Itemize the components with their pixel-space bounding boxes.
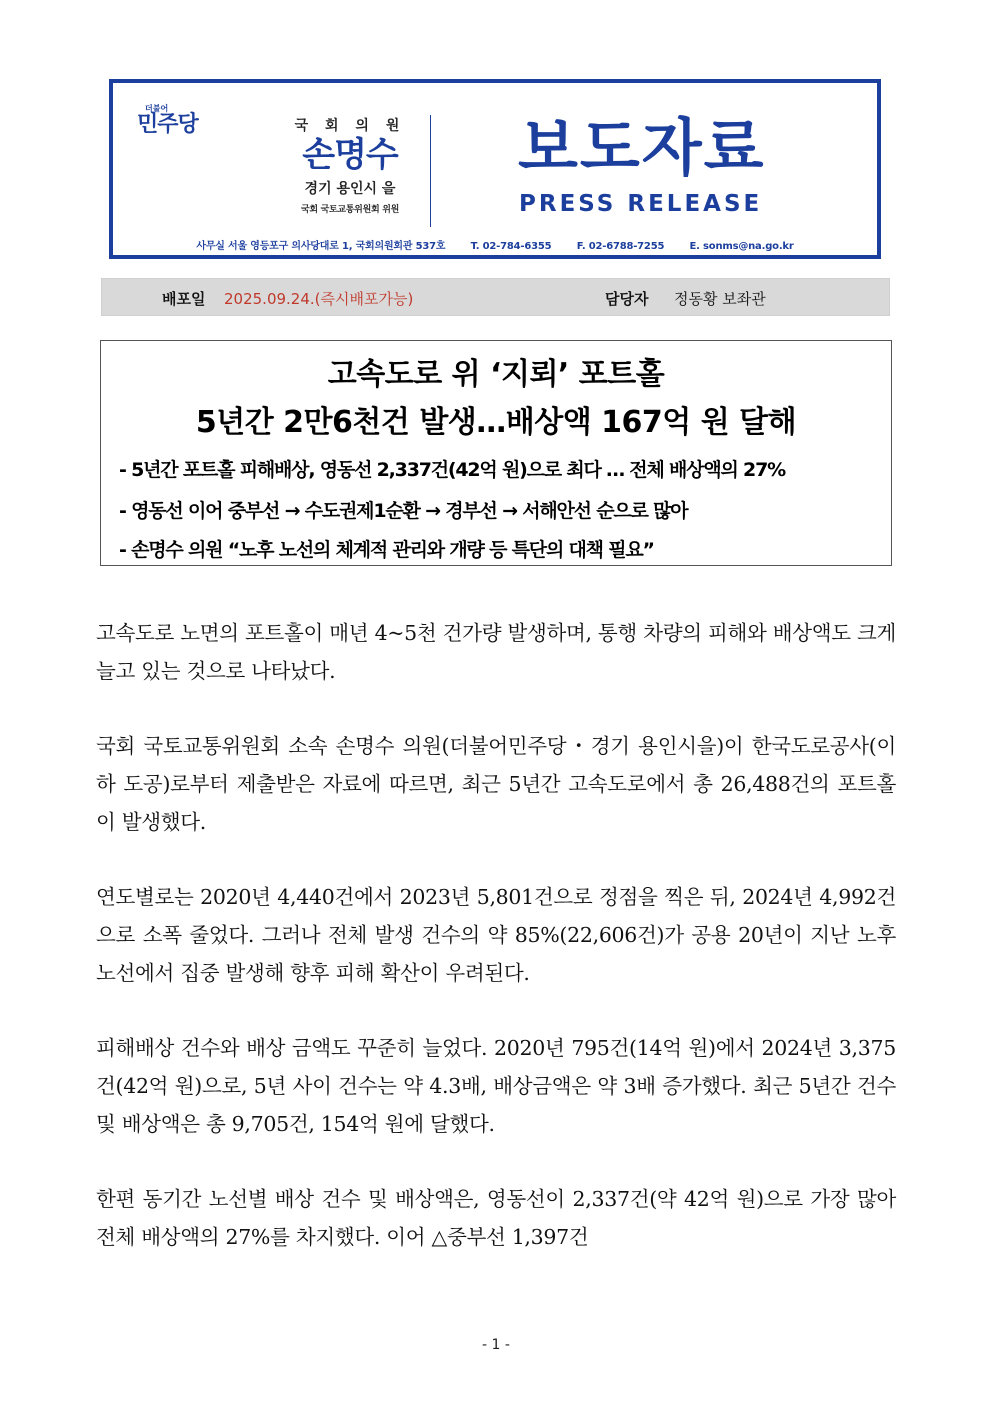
office-label: 사무실 [196,241,225,252]
office-address: 서울 영등포구 의사당대로 1, 국회의원회관 537호 [228,241,446,252]
party-logo-small-text: 더불어 [145,104,169,113]
contact-person-name: 정동황 보좌관 [674,290,766,308]
office-fax: F. 02-6788-7255 [576,241,665,252]
press-banner [109,79,881,259]
headline-box [100,340,892,566]
body-paragraph-1: 고속도로 노면의 포트홀이 매년 4~5천 건가량 발생하며, 통행 차량의 피해와 배상액도 크게 늘고 있는 것으로 나타났다. [96,621,896,683]
distribution-bar [101,278,890,316]
office-email: E. sonms@na.go.kr [689,241,794,252]
body-paragraph-5: 한편 동기간 노선별 배상 건수 및 배상액은, 영동선이 2,337건(약 42억 원)으로 가장 많아 전체 배상액의 27%를 차지했다. 이어 △중부선 1,397건 [96,1187,896,1249]
headline-subtitle: 5년간 2만6천건 발생…배상액 167억 원 달해 [195,405,797,440]
distribution-date: 2025.09.24.(즉시배포가능) [224,290,414,308]
press-release-title: 보도자료 [518,111,766,184]
contact-line [113,237,877,252]
press-release-subtitle: PRESS RELEASE [519,191,763,217]
body-paragraph-2: 국회 국토교통위원회 소속 손명수 의원(더불어민주당・경기 용인시을)이 한국도로공사(이하 도공)로부터 제출받은 자료에 따르면, 최근 5년간 고속도로에서 총 26,488건의 포트홀이 발생했다. [96,734,896,834]
party-logo [137,105,198,136]
member-name: 손명수 [302,135,398,175]
contact-person-label: 담당자 [605,290,649,308]
page-number: - 1 - [482,1337,510,1353]
member-role: 국 회 의 원 [294,118,406,134]
article-body [96,614,896,1293]
member-district: 경기 용인시 을 [304,181,396,198]
body-paragraph-3: 연도별로는 2020년 4,440건에서 2023년 5,801건으로 정점을 찍은 뒤, 2024년 4,992건으로 소폭 줄었다. 그러나 전체 발생 건수의 약 85%(22,606건)가 공용 20년이 지난 노후 노선에서 집중 발생해 향후 피해 확산이 우려된다. [96,885,896,985]
banner-divider [430,115,431,227]
member-committee: 국회 국토교통위원회 위원 [300,205,399,216]
headline-point-2: - 영동선 이어 중부선 → 수도권제1순환 → 경부선 → 서해안선 순으로 많아 [119,500,688,522]
body-paragraph-4: 피해배상 건수와 배상 금액도 꾸준히 늘었다. 2020년 795건(14억 원)에서 2024년 3,375건(42억 원)으로, 5년 사이 건수는 약 4.3배, 배상금액은 약 3배 증가했다. 최근 5년간 건수 및 배상액은 총 9,705건, 154억 원에 달했다. [96,1036,896,1136]
member-info [289,115,411,215]
distribution-date-label: 배포일 [162,290,206,308]
office-tel: T. 02-784-6355 [470,241,552,252]
headline-point-1: - 5년간 포트홀 피해배상, 영동선 2,337건(42억 원)으로 최다 … 전체 배상액의 27% [119,459,785,481]
party-logo-name: 민주당 [137,112,198,137]
headline-point-3: - 손명수 의원 “노후 노선의 체계적 관리와 개량 등 특단의 대책 필요” [119,539,654,561]
headline-title: 고속도로 위 ‘지뢰’ 포트홀 [327,357,665,392]
